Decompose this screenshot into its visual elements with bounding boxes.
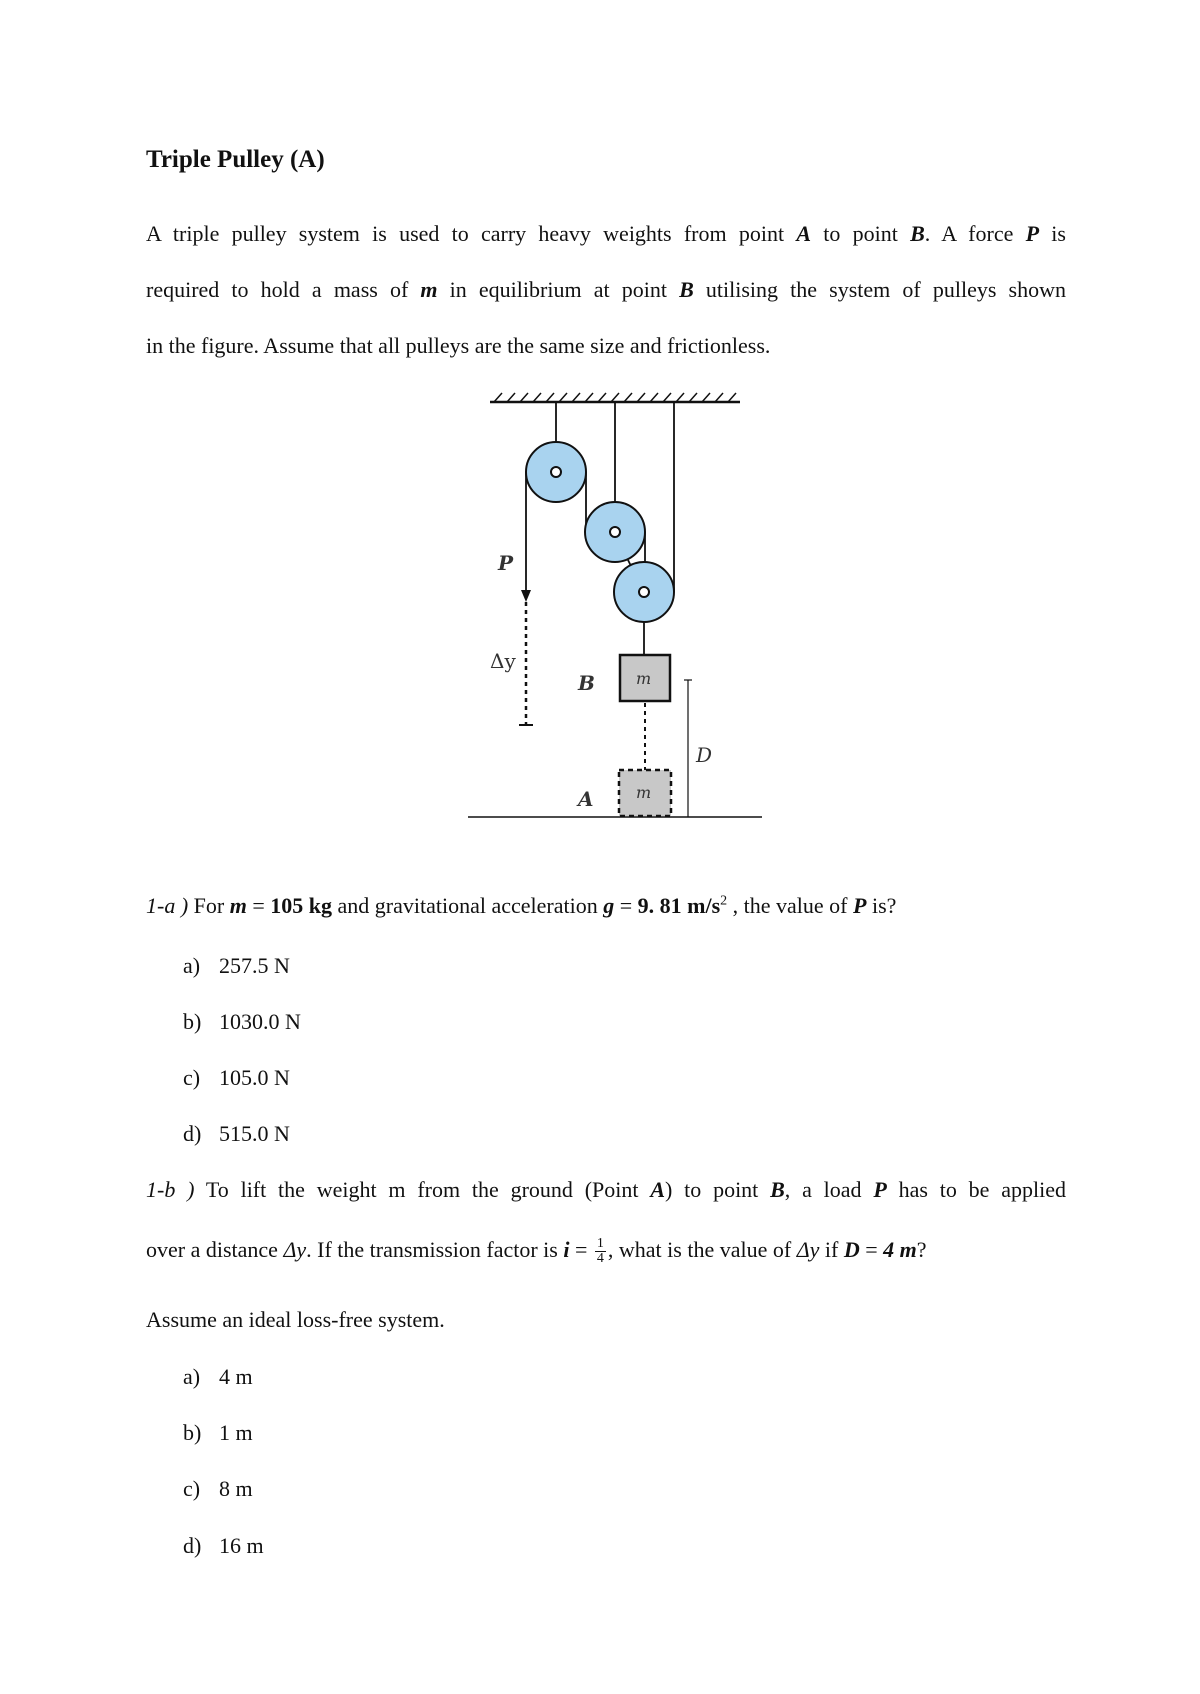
- q2-var-p: P: [873, 1177, 887, 1202]
- q2-dy: Δy: [796, 1237, 820, 1262]
- q2-text: To lift the weight m from the ground (Point: [194, 1177, 651, 1202]
- question-1b-line-2: [146, 1237, 1066, 1266]
- q2-option-d[interactable]: [183, 1533, 264, 1559]
- q1-text: For: [188, 893, 230, 918]
- q2-text: over a distance: [146, 1237, 284, 1262]
- mass-block-b: [620, 655, 670, 701]
- option-letter: d): [183, 1533, 202, 1558]
- q1-option-c[interactable]: [183, 1065, 290, 1091]
- q1-eq: =: [614, 893, 638, 918]
- option-letter: b): [183, 1420, 202, 1445]
- q2-eq: =: [569, 1237, 593, 1262]
- force-arrow: [519, 590, 533, 725]
- mass-block-a: [619, 770, 671, 816]
- q2-var-a: A: [650, 1177, 666, 1202]
- transmission-fraction: [595, 1237, 606, 1266]
- ceiling: [490, 393, 740, 402]
- intro-line-2: [146, 262, 1066, 318]
- fraction-numerator: 1: [596, 1236, 604, 1252]
- option-letter: b): [183, 1009, 202, 1034]
- q1-exponent: 2: [720, 893, 728, 909]
- option-text: 1030.0 N: [219, 1009, 301, 1034]
- pulley-2: [585, 502, 645, 562]
- q1-eq: =: [246, 893, 271, 918]
- label-p: P: [498, 551, 514, 575]
- q2-i: i: [563, 1237, 570, 1262]
- q2-text: , what is the value of: [607, 1237, 797, 1262]
- q1-option-d[interactable]: [183, 1121, 290, 1147]
- distance-d-marker: [684, 680, 692, 817]
- intro-text: is: [1039, 221, 1066, 246]
- intro-text: . A force: [924, 221, 1026, 246]
- option-text: 257.5 N: [219, 953, 290, 978]
- intro-text: in equilibrium at point: [437, 277, 680, 302]
- label-delta-y: Δy: [490, 649, 516, 673]
- option-text: 8 m: [219, 1476, 253, 1501]
- q1-g-value: 9. 81 m/s: [637, 893, 721, 918]
- q2-dy: Δy: [283, 1237, 307, 1262]
- q2-var-b: B: [770, 1177, 785, 1202]
- option-letter: d): [183, 1121, 202, 1146]
- question-1b-label: 1-b ): [146, 1177, 195, 1202]
- option-letter: a): [183, 953, 201, 978]
- option-text: 105.0 N: [219, 1065, 290, 1090]
- q1-option-b[interactable]: [183, 1009, 301, 1035]
- question-1a: [146, 893, 1066, 919]
- pulley-1: [526, 442, 586, 502]
- intro-text: utilising the system of pulleys shown: [693, 277, 1066, 302]
- pulley-3: [614, 562, 674, 622]
- q2-option-c[interactable]: [183, 1476, 253, 1502]
- q2-eq: =: [859, 1237, 884, 1262]
- pulley-diagram: [460, 380, 780, 840]
- label-a: A: [578, 787, 594, 811]
- var-a: A: [796, 221, 811, 246]
- intro-line-1: [146, 206, 1066, 262]
- intro-text: to point: [811, 221, 911, 246]
- q2-text: , a load: [784, 1177, 874, 1202]
- option-text: 1 m: [219, 1420, 253, 1445]
- option-text: 16 m: [219, 1533, 264, 1558]
- intro-line-3: in the figure. Assume that all pulleys are the same size and frictionless.: [146, 333, 771, 358]
- q2-text: if: [819, 1237, 844, 1262]
- option-letter: c): [183, 1065, 201, 1090]
- q1-m: m: [229, 893, 247, 918]
- intro-paragraph: [146, 206, 1066, 374]
- q1-text: and gravitational acceleration: [332, 893, 604, 918]
- page-title: Triple Pulley (A): [146, 146, 325, 173]
- q2-d-value: 4 m: [883, 1237, 917, 1262]
- option-letter: a): [183, 1364, 201, 1389]
- label-b: B: [578, 671, 595, 695]
- q1-option-a[interactable]: [183, 953, 290, 979]
- block-b-label: m: [636, 669, 652, 688]
- question-1a-label: 1-a ): [146, 893, 189, 918]
- q1-text: , the value of: [727, 893, 853, 918]
- q2-text: has to be applied: [886, 1177, 1066, 1202]
- question-1b-line-3: Assume an ideal loss-free system.: [146, 1307, 445, 1332]
- q1-text: is?: [866, 893, 897, 918]
- q1-g: g: [603, 893, 615, 918]
- q2-text: ?: [916, 1237, 927, 1262]
- option-letter: c): [183, 1476, 201, 1501]
- q2-option-a[interactable]: [183, 1364, 253, 1390]
- q2-d: D: [843, 1237, 860, 1262]
- label-d: D: [696, 743, 713, 767]
- fraction-denominator: 4: [596, 1251, 604, 1267]
- var-b: B: [910, 221, 925, 246]
- block-a-label: m: [636, 783, 652, 802]
- q2-option-b[interactable]: [183, 1420, 253, 1446]
- q1-m-value: 105 kg: [270, 893, 333, 918]
- var-m: m: [420, 277, 438, 302]
- q2-text: . If the transmission factor is: [306, 1237, 564, 1262]
- option-text: 515.0 N: [219, 1121, 290, 1146]
- q2-text: ) to point: [665, 1177, 771, 1202]
- intro-text: required to hold a mass of: [146, 277, 421, 302]
- var-p: P: [1025, 221, 1040, 246]
- intro-text: A triple pulley system is used to carry heavy weights from point: [146, 221, 797, 246]
- question-1b-line-1: [146, 1177, 1066, 1203]
- var-b: B: [679, 277, 694, 302]
- q1-p: P: [853, 893, 867, 918]
- option-text: 4 m: [219, 1364, 253, 1389]
